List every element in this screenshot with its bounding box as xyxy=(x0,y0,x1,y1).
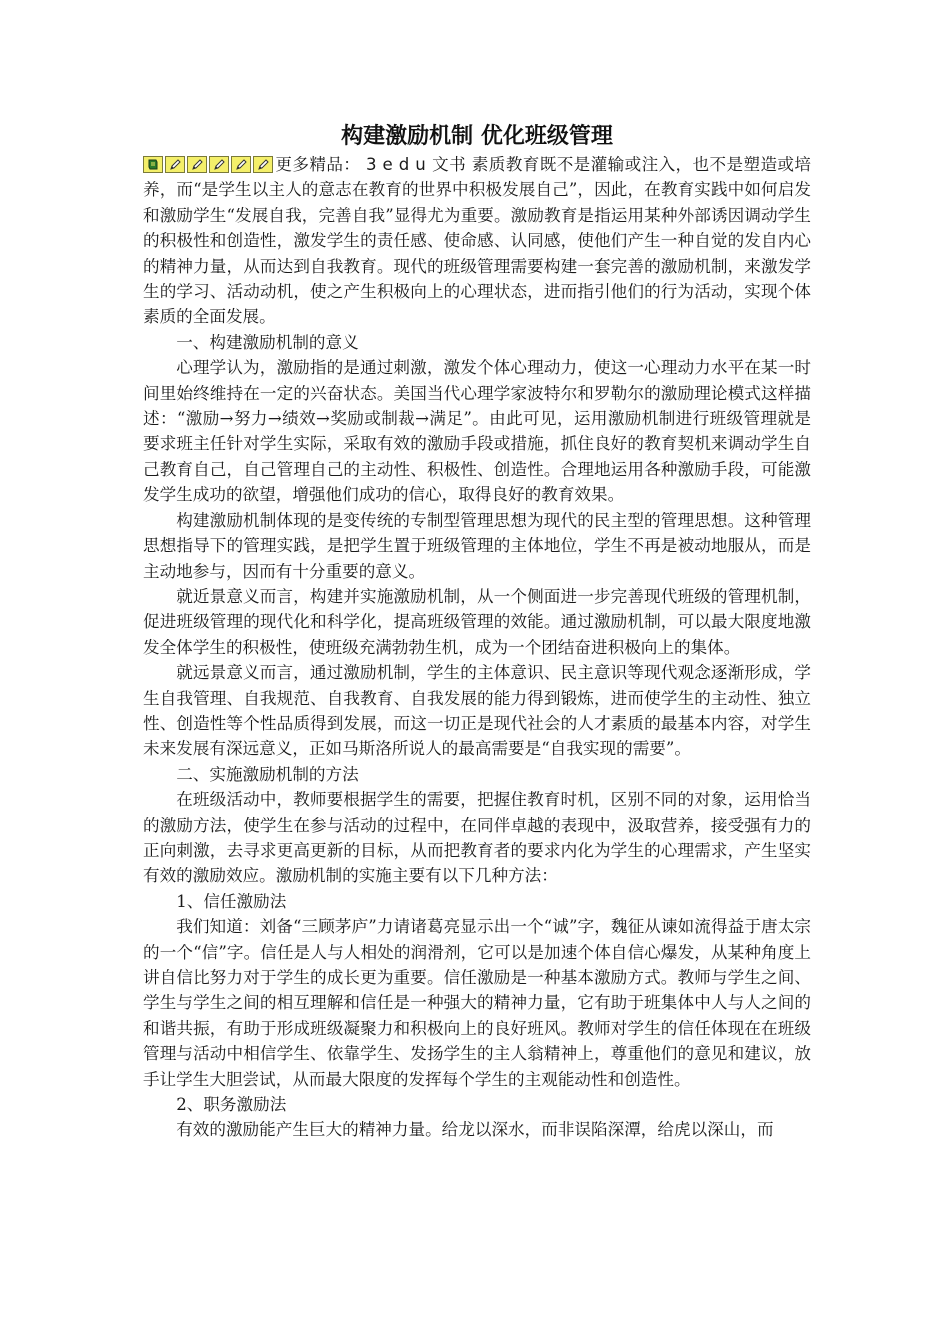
intro-prefix: 更多精品： xyxy=(275,155,361,174)
subheading-trust-method: 1、信任激励法 xyxy=(176,891,287,911)
section-heading-1: 一、构建激励机制的意义 xyxy=(176,332,359,352)
pen-icon[interactable] xyxy=(165,156,185,173)
pen-icon[interactable] xyxy=(253,156,273,173)
intro-paragraph xyxy=(143,152,811,330)
paragraph: 有效的激励能产生巨大的精神力量。给龙以深水，而非误陷深潭，给虎以深山，而 xyxy=(176,1120,774,1140)
document-page xyxy=(143,122,811,1143)
section-heading-2: 二、实施激励机制的方法 xyxy=(176,764,359,784)
pen-icon[interactable] xyxy=(231,156,251,173)
document-title: 构建激励机制 优化班级管理 xyxy=(341,124,613,149)
paragraph: 构建激励机制体现的是变传统的专制型管理思想为现代的民主型的管理思想。这种管理思想指导下的管理实践，是把学生置于班级管理的主体地位，学生不再是被动地服从，而是主动地参与，因而有十分重要的意义。 xyxy=(143,510,811,581)
intro-text: 文书 素质教育既不是灌输或注入，也不是塑造或培养，而“是学生以主人的意志在教育的世界中积极发展自己”，因此，在教育实践中如何启发和激励学生“发展自我，完善自我”显得尤为重要。激励教育是指运用某种外部诱因调动学生的积极性和创造性，激发学生的责任感、使命感、认同感，使他们产生一种自觉的发自内心的精神力量，从而达到自我教育。现代的班级管理需要构建一套完善的激励机制，来激发学生的学习、活动动机，使之产生积极向上的心理状态，进而指引他们的行为活动，实现个体素质的全面发展。 xyxy=(143,155,812,327)
paragraph: 心理学认为，激励指的是通过刺激，激发个体心理动力，使这一心理动力水平在某一时间里始终维持在一定的兴奋状态。美国当代心理学家波特尔和罗勒尔的激励理论模式这样描述：“激励→努力→绩效→奖励或制裁→满足”。由此可见，运用激励机制进行班级管理就是要求班主任针对学生实际，采取有效的激励手段或措施，抓住良好的教育契机来调动学生自己教育自己，自己管理自己的主动性、积极性、创造性。合理地运用各种激励手段，可能激发学生成功的欲望，增强他们成功的信心，取得良好的教育效果。 xyxy=(143,358,811,505)
paragraph: 我们知道：刘备“三顾茅庐”力请诸葛亮显示出一个“诚”字，魏征从谏如流得益于唐太宗的一个“信”字。信任是人与人相处的润滑剂，它可以是加速个体自信心爆发，从某种角度上讲自信比努力对于学生的成长更为重要。信任激励是一种基本激励方式。教师与学生之间、学生与学生之间的相互理解和信任是一种强大的精神力量，它有助于班集体中人与人之间的和谐共振，有助于形成班级凝聚力和积极向上的良好班风。教师对学生的信任体现在在班级管理与活动中相信学生、依靠学生、发扬学生的主人翁精神上，尊重他们的意见和建议，放手让学生大胆尝试，从而最大限度的发挥每个学生的主观能动性和创造性。 xyxy=(143,917,811,1089)
paragraph: 就近景意义而言，构建并实施激励机制，从一个侧面进一步完善现代班级的管理机制，促进班级管理的现代化和科学化，提高班级管理的效能。通过激励机制，可以最大限度地激发全体学生的积极性，使班级充满勃勃生机，成为一个团结奋进积极向上的集体。 xyxy=(143,586,811,657)
pen-icon[interactable] xyxy=(209,156,229,173)
brand-text: 3edu xyxy=(365,155,432,174)
paragraph: 在班级活动中，教师要根据学生的需要，把握住教育时机，区别不同的对象，运用恰当的激励方法，使学生在参与活动的过程中，在同伴卓越的表现中，汲取营养，接受强有力的正向刺激，去寻求更高更新的目标，从而把教育者的要求内化为学生的心理需求，产生坚实有效的激励效应。激励机制的实施主要有以下几种方法： xyxy=(143,790,811,886)
paragraph: 就远景意义而言，通过激励机制，学生的主体意识、民主意识等现代观念逐渐形成，学生自我管理、自我规范、自我教育、自我发展的能力得到锻炼，进而使学生的主动性、独立性、创造性等个性品质得到发展，而这一切正是现代社会的人才素质的最基本内容，对学生未来发展有深远意义，正如马斯洛所说人的最高需要是“自我实现的需要”。 xyxy=(143,663,811,759)
scroll-icon[interactable] xyxy=(143,156,163,173)
icon-strip[interactable] xyxy=(143,156,273,173)
pen-icon[interactable] xyxy=(187,156,207,173)
subheading-position-method: 2、职务激励法 xyxy=(176,1095,287,1115)
